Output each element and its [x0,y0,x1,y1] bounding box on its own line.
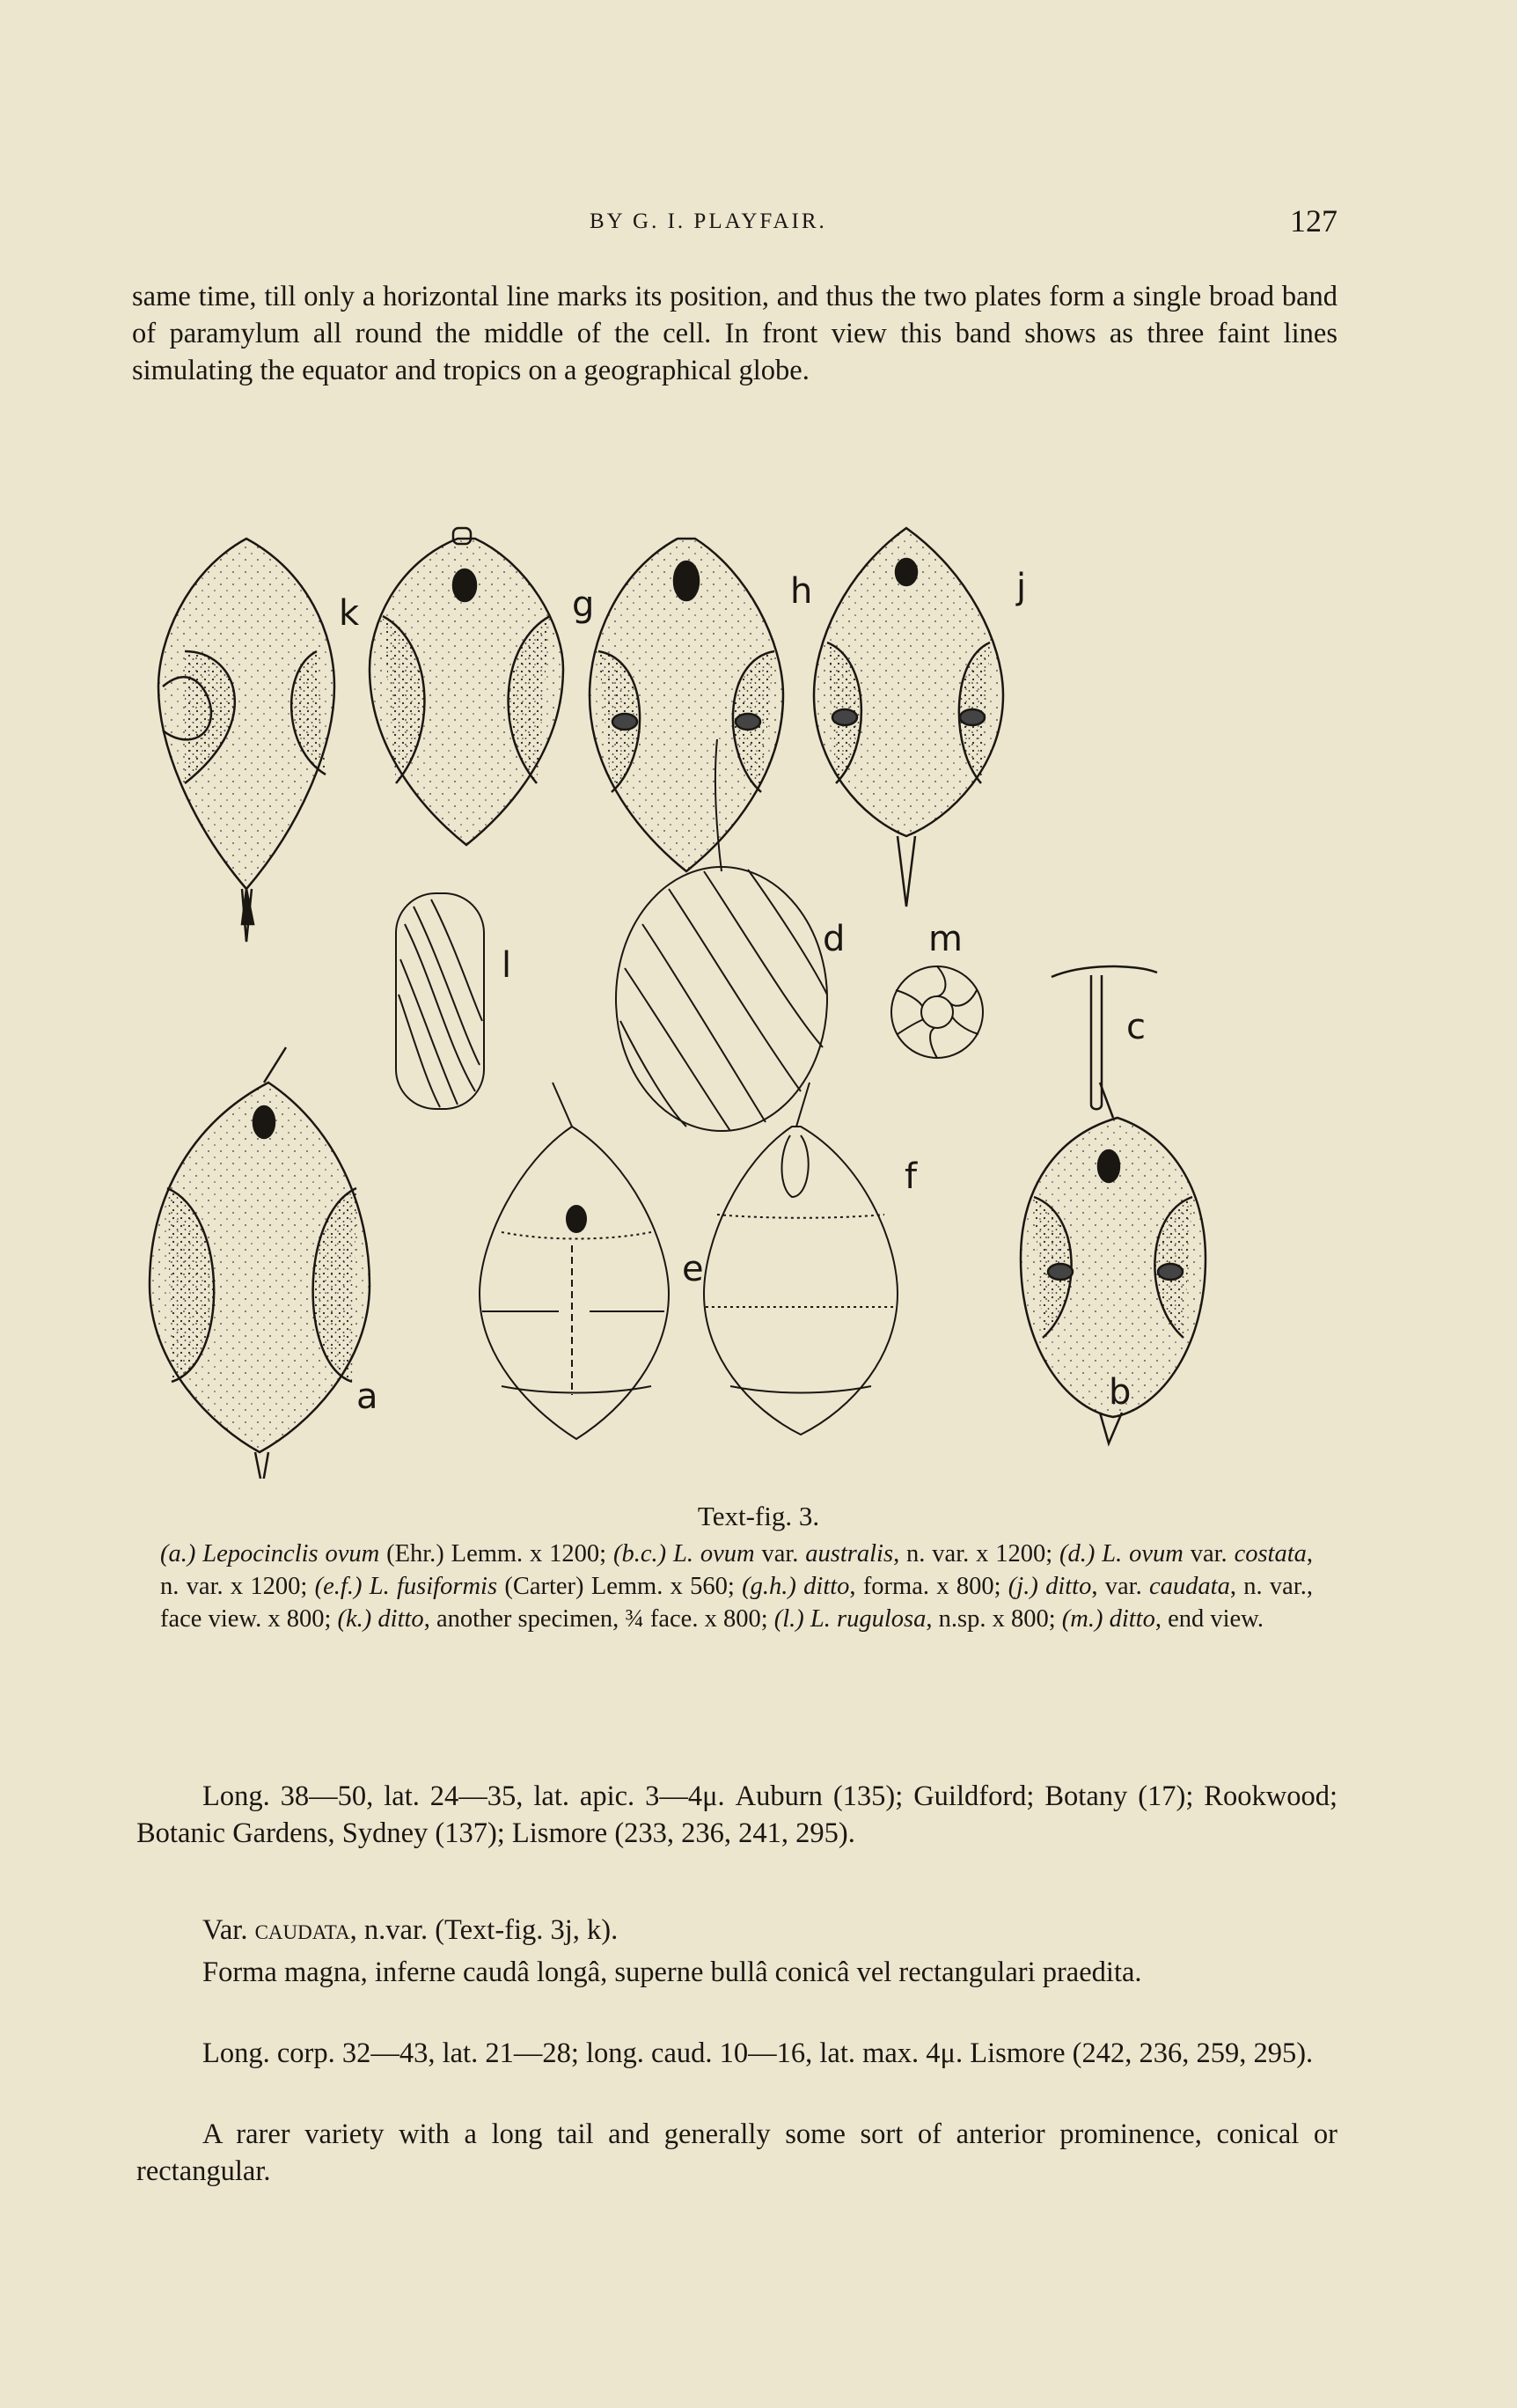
caption-seg: (m.) ditto [1061,1605,1155,1633]
caption-seg: (Carter) Lemm. x 560; [497,1573,743,1600]
caption-seg: (j.) ditto [1008,1573,1092,1600]
caption-seg: , end view. [1154,1605,1264,1633]
caption-seg: , another specimen, ¾ face. x 800; [423,1605,774,1633]
caption-seg: , var. [1091,1573,1150,1600]
caption-seg: var. [1183,1540,1235,1567]
cell-e [480,1083,669,1439]
caption-seg: caudata [1149,1573,1230,1600]
page-number: 127 [1290,203,1337,239]
variety-measurements: Long. corp. 32—43, lat. 21—28; long. caud. 10—16, lat. max. 4μ. Lismore (242, 236, 259, 295). [202,2037,1314,2069]
label-e: e [682,1249,704,1289]
running-header [132,202,1337,246]
caption-seg: , n. var. x 1200; [160,1540,1314,1600]
cell-g [370,528,563,845]
caption-seg: (e.f.) L. fusiformis [314,1573,498,1600]
cell-h [590,539,783,871]
cell-k [158,539,334,942]
text-figure-3 [132,519,1337,1479]
caption-seg: (k.) ditto [337,1605,424,1633]
figure-illustration [132,519,1337,1479]
figure-caption-title: Text-fig. 3. [697,1501,820,1531]
measurements-paragraph: Long. 38—50, lat. 24—35, lat. apic. 3—4μ. Auburn (135); Guildford; Botany (17); Rookwood; Botanic Gardens, Sydney (137); Lismore (233, 236, 241, 295). [136,1780,1337,1849]
cell-l [396,893,484,1109]
label-f: f [905,1156,918,1197]
running-title: BY G. I. PLAYFAIR. [590,209,827,233]
caption-seg: (Ehr.) Lemm. x 1200; [379,1540,613,1567]
label-h: h [790,571,813,612]
caption-seg: australis [805,1540,894,1567]
intro-paragraph: same time, till only a horizontal line marks its position, and thus the two plates form a single broad band of paramylum all round the middle of the cell. In front view this band shows as three faint lines simulating the equator and tropics on a geographical globe. [132,281,1337,386]
latin-diagnosis: Forma magna, inferne caudâ longâ, superne bullâ conicâ vel rectangulari praedita. [202,1956,1142,1988]
cell-a [150,1047,370,1479]
figure-caption [160,1538,1313,1635]
caption-seg: , n. var. x 1200; [893,1540,1060,1567]
label-d: d [823,919,846,959]
variety-name: caudata [254,1914,350,1946]
caption-seg: (a.) Lepocinclis ovum [160,1540,380,1567]
caption-seg: , n. var., face view. x 800; [160,1573,1313,1633]
label-j: j [1016,567,1027,607]
caption-seg: costata [1234,1540,1307,1567]
cell-j [814,528,1003,907]
label-m: m [928,919,963,959]
variety-heading [136,1912,1337,1949]
label-c: c [1126,1007,1146,1047]
caption-seg: var. [754,1540,806,1567]
variety-description: A rarer variety with a long tail and generally some sort of anterior prominence, conical or rectangular. [136,2118,1337,2187]
caption-seg: (g.h.) ditto [742,1573,850,1600]
label-b: b [1109,1372,1132,1413]
caption-seg: , forma. x 800; [849,1573,1008,1600]
variety-prefix: Var. [202,1914,255,1946]
cell-m [891,966,983,1058]
caption-seg: (b.c.) L. ovum [612,1540,755,1567]
label-l: l [502,945,512,986]
label-k: k [339,593,360,634]
caption-seg: (d.) L. ovum [1059,1540,1184,1567]
label-g: g [572,584,595,625]
caption-seg: (l.) L. rugulosa [773,1605,927,1633]
variety-suffix: , n.var. (Text-fig. 3j, k). [349,1914,619,1946]
cell-f [704,1083,898,1435]
caption-seg: , n.sp. x 800; [926,1605,1062,1633]
label-a: a [356,1377,378,1417]
